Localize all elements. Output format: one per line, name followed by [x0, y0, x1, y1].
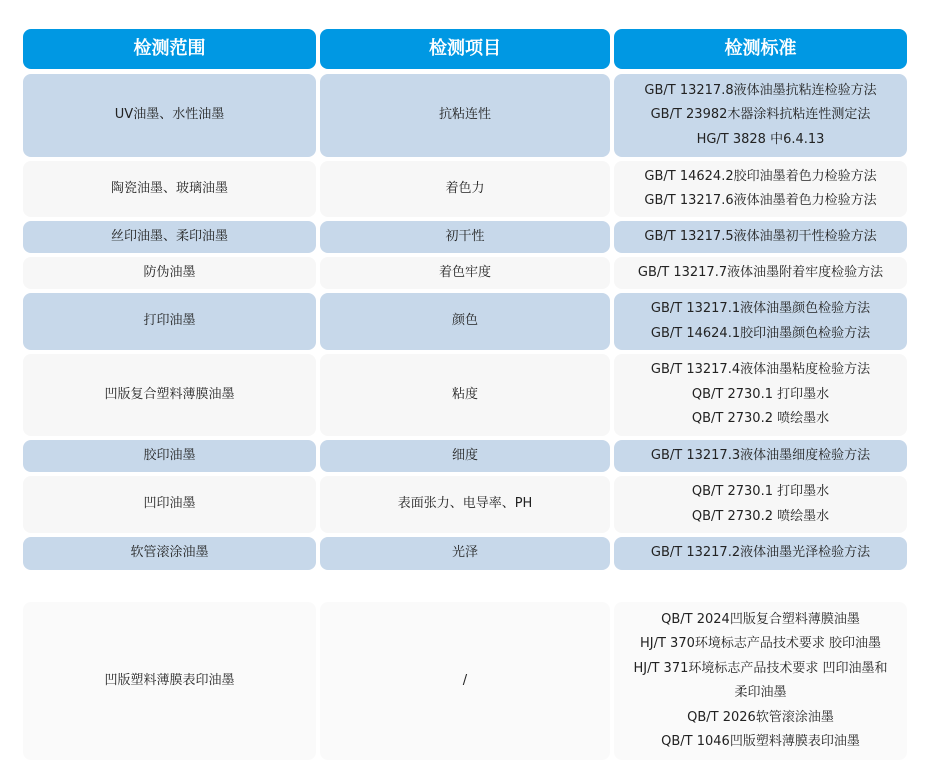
- standard-line: GB/T 13217.6液体油墨着色力检验方法: [644, 193, 877, 208]
- scope-cell: 打印油墨: [23, 293, 316, 350]
- standard-cell: [614, 221, 907, 253]
- standard-line: GB/T 13217.8液体油墨抗粘连检验方法: [644, 82, 877, 98]
- header-item: 检测项目: [320, 29, 610, 69]
- standard-line: GB/T 13217.7液体油墨附着牢度检验方法: [637, 264, 884, 280]
- item-cell: 抗粘连性: [320, 74, 610, 157]
- table-row: [23, 537, 907, 570]
- table-row: [23, 221, 907, 253]
- standard-line: QB/T 2730.1 打印墨水: [691, 484, 830, 499]
- standard-line: 柔印油墨: [734, 685, 787, 700]
- table-row: [23, 74, 907, 157]
- item-cell: 表面张力、电导率、PH: [320, 476, 610, 533]
- standard-line: GB/T 14624.1胶印油墨颜色检验方法: [650, 325, 871, 341]
- table-row: [23, 476, 907, 533]
- standard-line: HJ/T 370环境标志产品技术要求 胶印油墨: [639, 636, 881, 651]
- item-cell: 粘度: [320, 354, 610, 436]
- standard-cell: [614, 257, 907, 289]
- standard-cell: [614, 293, 907, 350]
- scope-cell: 凹版塑料薄膜表印油墨: [23, 602, 316, 760]
- standard-line: HJ/T 371环境标志产品技术要求 凹印油墨和: [633, 660, 888, 676]
- standard-line: QB/T 2730.1 打印墨水: [691, 386, 830, 402]
- item-cell: 初干性: [320, 221, 610, 253]
- item-cell: 着色力: [320, 161, 610, 217]
- standard-line: GB/T 13217.2液体油墨光泽检验方法: [650, 545, 871, 561]
- standard-line: QB/T 2026软管滚涂油墨: [687, 709, 834, 725]
- standard-line: QB/T 2730.2 喷绘墨水: [691, 411, 830, 427]
- standard-cell: [614, 476, 907, 533]
- scope-cell: 凹印油墨: [23, 476, 316, 533]
- item-cell: 细度: [320, 440, 610, 472]
- standard-line: QB/T 1046凹版塑料薄膜表印油墨: [661, 734, 860, 749]
- standard-line: GB/T 14624.2胶印油墨着色力检验方法: [644, 168, 877, 184]
- standard-line: GB/T 23982木器涂料抗粘连性测定法: [650, 107, 871, 123]
- table-row: [23, 354, 907, 436]
- scope-cell: UV油墨、水性油墨: [23, 74, 316, 157]
- standard-cell: [614, 537, 907, 570]
- item-cell: 颜色: [320, 293, 610, 350]
- table-row: [23, 293, 907, 350]
- standard-cell: [614, 161, 907, 217]
- table-row: [23, 440, 907, 472]
- standard-line: GB/T 13217.5液体油墨初干性检验方法: [644, 228, 877, 244]
- item-cell: 着色牢度: [320, 257, 610, 289]
- header-scope: 检测范围: [23, 29, 316, 69]
- table-row: [23, 602, 907, 760]
- item-cell: 光泽: [320, 537, 610, 570]
- standard-cell: [614, 354, 907, 436]
- scope-cell: 凹版复合塑料薄膜油墨: [23, 354, 316, 436]
- scope-cell: 丝印油墨、柔印油墨: [23, 221, 316, 253]
- header-standard: 检测标准: [614, 29, 907, 69]
- standard-line: GB/T 13217.4液体油墨粘度检验方法: [650, 362, 871, 378]
- standard-line: QB/T 2730.2 喷绘墨水: [691, 508, 830, 524]
- scope-cell: 陶瓷油墨、玻璃油墨: [23, 161, 316, 217]
- standard-cell: [614, 602, 907, 760]
- table-row: [23, 161, 907, 217]
- table-header-row: [23, 29, 907, 69]
- scope-cell: 胶印油墨: [23, 440, 316, 472]
- standard-line: HG/T 3828 中6.4.13: [696, 131, 825, 147]
- scope-cell: 防伪油墨: [23, 257, 316, 289]
- standard-line: GB/T 13217.1液体油墨颜色检验方法: [650, 301, 871, 316]
- table-row: [23, 257, 907, 289]
- standard-cell: [614, 74, 907, 157]
- scope-cell: 软管滚涂油墨: [23, 537, 316, 570]
- standard-line: QB/T 2024凹版复合塑料薄膜油墨: [661, 611, 860, 627]
- standard-cell: [614, 440, 907, 472]
- item-cell: /: [320, 602, 610, 760]
- standard-line: GB/T 13217.3液体油墨细度检验方法: [650, 447, 871, 463]
